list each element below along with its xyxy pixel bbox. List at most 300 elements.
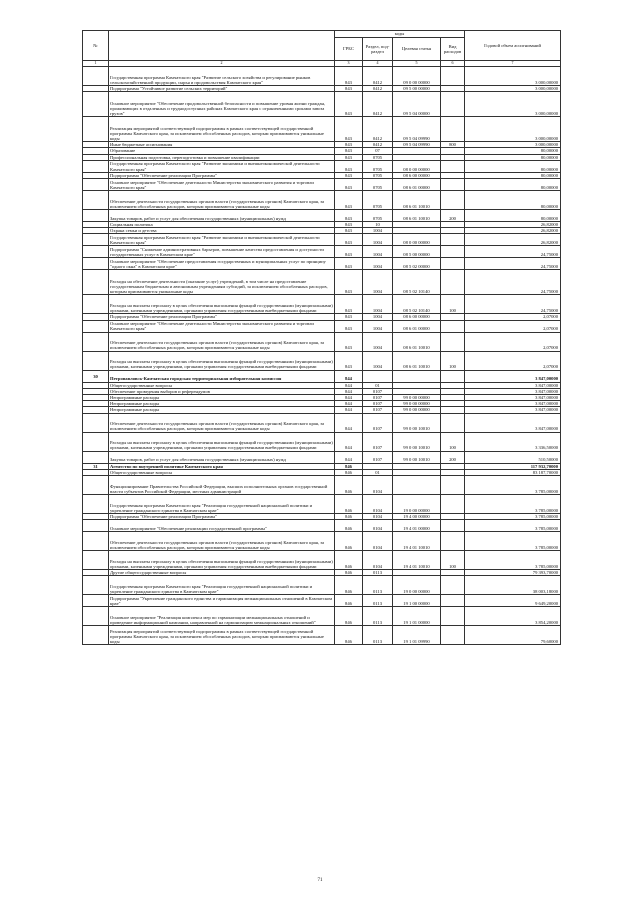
row-grbs-cell: 843 — [335, 142, 363, 148]
row-grbs-cell: 843 — [335, 154, 363, 160]
row-target-cell: 08 6 01 00000 — [393, 320, 441, 332]
row-grbs-cell: 843 — [335, 179, 363, 191]
row-number-cell — [83, 295, 109, 314]
row-grbs-cell: 843 — [335, 148, 363, 154]
row-target-cell: 08 5 02 10140 — [393, 270, 441, 295]
row-amount-cell: 2,07000 — [465, 351, 561, 370]
row-grbs-cell: 846 — [335, 595, 363, 607]
row-amount-cell: 2,07000 — [465, 320, 561, 332]
column-number: 2 — [109, 61, 335, 67]
row-section-cell: 0107 — [363, 395, 393, 401]
row-section-cell: 1004 — [363, 314, 393, 320]
row-target-cell — [393, 476, 441, 495]
row-number-cell — [83, 451, 109, 463]
row-section-cell: 0412 — [363, 142, 393, 148]
row-name-cell: Расходы на выплаты персоналу в целях обеспечения выполнения функций государственными (муниципальными) органами, казенными учреждениями, органами управления государственными внебюджетными фондами — [109, 551, 335, 570]
row-amount-cell: 24,75000 — [465, 258, 561, 270]
row-target-cell: 09 5 04 09990 — [393, 142, 441, 148]
row-target-cell: 19 4 01 00000 — [393, 520, 441, 532]
row-section-cell: 0705 — [363, 160, 393, 172]
row-name-cell: Обеспечение деятельности государственных органов власти (государственных органов) Камчатского края, за исключением обособленных расходов, которым присваиваются уникальные коды — [109, 332, 335, 351]
row-number-cell — [83, 626, 109, 645]
row-name-cell: Государственная программа Камчатского края "Развитие экономики и внешнеэкономической деятельности Камчатского края" — [109, 160, 335, 172]
table-row — [83, 246, 561, 258]
row-section-cell: 0107 — [363, 407, 393, 413]
row-number-cell — [83, 551, 109, 570]
table-row — [83, 520, 561, 532]
row-number-cell — [83, 258, 109, 270]
row-grbs-cell: 844 — [335, 388, 363, 394]
row-expense-type-cell — [441, 246, 465, 258]
row-number-cell — [83, 351, 109, 370]
row-name-cell: Подпрограмма "Укрепление гражданского единства и гармонизация межнациональных отношений в Камчатском крае" — [109, 595, 335, 607]
row-target-cell: 19 1 01 09990 — [393, 626, 441, 645]
column-number: 6 — [441, 61, 465, 67]
row-amount-cell: 24,75000 — [465, 295, 561, 314]
row-expense-type-cell — [441, 332, 465, 351]
row-expense-type-cell — [441, 160, 465, 172]
row-number-cell — [83, 246, 109, 258]
row-name-cell: Непрограммные расходы — [109, 395, 335, 401]
row-target-cell: 08 6 01 10010 — [393, 332, 441, 351]
row-amount-cell: 3 847,00000 — [465, 395, 561, 401]
row-amount-cell: 3 854,20000 — [465, 607, 561, 626]
header-name — [109, 31, 335, 61]
row-section-cell: 0705 — [363, 154, 393, 160]
row-name-cell: Иные бюджетные ассигнования — [109, 142, 335, 148]
row-amount-cell: 9 649,20000 — [465, 595, 561, 607]
row-name-cell: Закупка товаров, работ и услуг для обеспечения государственных (муниципальных) нужд — [109, 210, 335, 222]
table-row — [83, 258, 561, 270]
row-grbs-cell: 843 — [335, 191, 363, 210]
row-number-cell — [83, 160, 109, 172]
column-number: 5 — [393, 61, 441, 67]
row-name-cell: Реализация мероприятий соответствующей подпрограммы в рамках соответствующей государственной программы Камчатского края, за исключением обособленных расходов, которым присваиваются уникальные коды — [109, 626, 335, 645]
row-section-cell: 0705 — [363, 179, 393, 191]
row-amount-cell: 3 000,00000 — [465, 86, 561, 92]
table-row — [83, 476, 561, 495]
row-section-cell: 0104 — [363, 495, 393, 514]
row-expense-type-cell — [441, 179, 465, 191]
row-target-cell: 19 4 01 10010 — [393, 532, 441, 551]
row-section-cell: 0104 — [363, 532, 393, 551]
row-expense-type-cell: 100 — [441, 551, 465, 570]
row-section-cell: 0107 — [363, 413, 393, 432]
row-grbs-cell: 843 — [335, 228, 363, 234]
row-grbs-cell: 846 — [335, 532, 363, 551]
row-grbs-cell: 843 — [335, 92, 363, 117]
row-number-cell — [83, 270, 109, 295]
row-section-cell: 0412 — [363, 117, 393, 142]
row-amount-cell: 26,82000 — [465, 228, 561, 234]
row-section-cell: 0104 — [363, 476, 393, 495]
row-grbs-cell: 843 — [335, 67, 363, 86]
row-name-cell: Реализация мероприятий соответствующей подпрограммы в рамках соответствующей государственной программы Камчатского края, за исключением обособленных расходов, которым присваиваются уникальные коды — [109, 117, 335, 142]
header-row-top — [83, 31, 561, 38]
row-target-cell — [393, 370, 441, 382]
table-row — [83, 295, 561, 314]
row-name-cell: Основное мероприятие "Обеспечение деятельности Министерства экономического развития и торговли Камчатского края" — [109, 320, 335, 332]
row-expense-type-cell — [441, 258, 465, 270]
row-amount-cell: 80,00000 — [465, 210, 561, 222]
row-target-cell: 19 1 01 00000 — [393, 607, 441, 626]
row-section-cell: 1004 — [363, 320, 393, 332]
table-row — [83, 576, 561, 595]
row-grbs-cell: 844 — [335, 432, 363, 451]
row-section-cell: 0412 — [363, 67, 393, 86]
row-section-cell: 0104 — [363, 520, 393, 532]
row-name-cell: Обеспечение проведения выборов и референдумов — [109, 388, 335, 394]
row-expense-type-cell — [441, 520, 465, 532]
row-section-cell: 1004 — [363, 228, 393, 234]
row-name-cell: Подпрограмма "Обеспечение реализации Программы" — [109, 514, 335, 520]
header-codes: коды — [335, 31, 465, 38]
row-section-cell: 1004 — [363, 332, 393, 351]
row-expense-type-cell — [441, 495, 465, 514]
table-row — [83, 451, 561, 463]
row-number-cell — [83, 432, 109, 451]
row-amount-cell: 3 847,00000 — [465, 407, 561, 413]
row-number-cell — [83, 179, 109, 191]
row-target-cell: 08 0 00 00000 — [393, 160, 441, 172]
row-amount-cell: 83 187,70000 — [465, 469, 561, 475]
row-name-cell: Подпрограмма "Обеспечение реализации Программы" — [109, 314, 335, 320]
row-expense-type-cell — [441, 607, 465, 626]
row-section-cell: 0107 — [363, 388, 393, 394]
row-name-cell: Подпрограмма "Устойчивое развитие сельских территорий" — [109, 86, 335, 92]
row-grbs-cell: 843 — [335, 332, 363, 351]
row-grbs-cell: 843 — [335, 160, 363, 172]
row-target-cell: 08 0 00 00000 — [393, 234, 441, 246]
row-amount-cell: 79,60000 — [465, 626, 561, 645]
row-amount-cell: 3 847,00000 — [465, 382, 561, 388]
row-name-cell: Подпрограмма "Обеспечение реализации Программы" — [109, 172, 335, 178]
row-grbs-cell: 843 — [335, 314, 363, 320]
row-name-cell: Охрана семьи и детства — [109, 228, 335, 234]
table-row — [83, 92, 561, 117]
row-grbs-cell: 846 — [335, 514, 363, 520]
table-row — [83, 270, 561, 295]
header-expense-type: Вид расходов — [441, 38, 465, 61]
row-section-cell: 1004 — [363, 258, 393, 270]
row-target-cell: 99 0 00 10010 — [393, 432, 441, 451]
row-number-cell — [83, 520, 109, 532]
row-section-cell: 07 — [363, 148, 393, 154]
row-section-cell: 0107 — [363, 451, 393, 463]
table-row — [83, 495, 561, 514]
table-row — [83, 370, 561, 382]
row-target-cell: 99 0 00 10010 — [393, 451, 441, 463]
row-amount-cell: 2,07000 — [465, 332, 561, 351]
row-target-cell: 19 1 00 00000 — [393, 595, 441, 607]
row-name-cell: Расходы на выплаты персоналу в целях обеспечения выполнения функций государственными (муниципальными) органами, казенными учреждениями, органами управления государственными внебюджетными фондами — [109, 351, 335, 370]
row-name-cell: Основное мероприятие "Обеспечение деятельности Министерства экономического развития и торговли Камчатского края" — [109, 179, 335, 191]
row-name-cell: Агентство по внутренней политике Камчатского края — [109, 463, 335, 469]
row-grbs-cell: 844 — [335, 413, 363, 432]
row-number-cell — [83, 117, 109, 142]
row-name-cell: Обеспечение деятельности государственных органов власти (государственных органов) Камчатского края, за исключением обособленных расходов, которым присваиваются уникальные коды — [109, 532, 335, 551]
row-section-cell: 01 — [363, 382, 393, 388]
row-grbs-cell: 843 — [335, 234, 363, 246]
row-grbs-cell: 843 — [335, 258, 363, 270]
row-amount-cell: 3 847,00000 — [465, 370, 561, 382]
row-grbs-cell: 843 — [335, 295, 363, 314]
row-target-cell: 08 6 00 00000 — [393, 172, 441, 178]
row-target-cell: 08 5 02 10140 — [393, 295, 441, 314]
row-target-cell: 09 5 00 00000 — [393, 86, 441, 92]
row-name-cell: Основное мероприятие "Обеспечение реализации государственной программы" — [109, 520, 335, 532]
row-name-cell: Расходы на выплаты персоналу в целях обеспечения выполнения функций государственными (муниципальными) органами, казенными учреждениями, органами управления государственными внебюджетными фондами — [109, 432, 335, 451]
row-name-cell: Расходы на выплаты персоналу в целях обеспечения выполнения функций государственными (муниципальными) органами, казенными учреждениями, органами управления государственными внебюджетными фондами — [109, 295, 335, 314]
row-grbs-cell: 844 — [335, 407, 363, 413]
row-section-cell: 10 — [363, 222, 393, 228]
row-number-cell — [83, 191, 109, 210]
row-expense-type-cell — [441, 191, 465, 210]
table-row — [83, 595, 561, 607]
row-grbs-cell: 843 — [335, 117, 363, 142]
budget-table-body — [83, 67, 561, 645]
row-section-cell: 0113 — [363, 576, 393, 595]
row-target-cell: 08 6 01 00000 — [393, 179, 441, 191]
column-number: 1 — [83, 61, 109, 67]
row-section-cell: 0107 — [363, 432, 393, 451]
row-number-cell — [83, 92, 109, 117]
header-no: № — [83, 31, 109, 61]
row-name-cell: Государственная программа Камчатского края "Реализация государственной национальной политики и укрепление гражданского единства в Камчатском крае" — [109, 576, 335, 595]
row-target-cell: 19 4 01 10010 — [393, 551, 441, 570]
row-grbs-cell: 843 — [335, 351, 363, 370]
row-amount-cell: 24,75000 — [465, 246, 561, 258]
row-name-cell: Основное мероприятие "Реализация комплекса мер по гармонизации межнациональных отношений и проведение информационной кампании, направленной на гармонизацию межнациональных отношений" — [109, 607, 335, 626]
row-amount-cell: 3 785,00000 — [465, 495, 561, 514]
row-grbs-cell: 843 — [335, 172, 363, 178]
row-number-cell — [83, 210, 109, 222]
row-amount-cell: 3 336,50000 — [465, 432, 561, 451]
row-target-cell: 08 5 00 00000 — [393, 246, 441, 258]
row-number-cell: 31 — [83, 463, 109, 469]
row-amount-cell: 38 003,18000 — [465, 576, 561, 595]
row-target-cell: 09 5 04 00000 — [393, 92, 441, 117]
row-section-cell: 0104 — [363, 551, 393, 570]
row-name-cell: Государственная программа Камчатского края "Реализация государственной национальной политики и укрепление гражданского единства в Камчатском крае" — [109, 495, 335, 514]
table-row — [83, 532, 561, 551]
row-section-cell: 1004 — [363, 270, 393, 295]
row-amount-cell: 24,75000 — [465, 270, 561, 295]
row-target-cell: 08 6 01 10010 — [393, 351, 441, 370]
table-row — [83, 234, 561, 246]
row-amount-cell: 26,82000 — [465, 234, 561, 246]
header-target: Целевая статья — [393, 38, 441, 61]
row-name-cell: Петропавловск-Камчатская городская территориальная избирательная комиссия — [109, 370, 335, 382]
row-expense-type-cell — [441, 576, 465, 595]
row-grbs-cell: 843 — [335, 210, 363, 222]
row-number-cell — [83, 234, 109, 246]
row-amount-cell: 80,00000 — [465, 179, 561, 191]
row-target-cell: 08 5 02 00000 — [393, 258, 441, 270]
row-expense-type-cell: 100 — [441, 295, 465, 314]
row-expense-type-cell: 200 — [441, 451, 465, 463]
row-amount-cell: 3 785,00000 — [465, 532, 561, 551]
row-expense-type-cell — [441, 476, 465, 495]
row-name-cell: Образование — [109, 148, 335, 154]
row-amount-cell: 80,00000 — [465, 148, 561, 154]
row-target-cell: 08 6 00 00000 — [393, 314, 441, 320]
row-amount-cell: 3 785,00000 — [465, 551, 561, 570]
row-grbs-cell: 843 — [335, 270, 363, 295]
row-name-cell: Профессиональная подготовка, переподготовка и повышение квалификации — [109, 154, 335, 160]
row-grbs-cell: 846 — [335, 469, 363, 475]
row-target-cell: 08 6 01 10010 — [393, 191, 441, 210]
row-amount-cell: 510,50000 — [465, 451, 561, 463]
table-row — [83, 551, 561, 570]
row-name-cell: Основное мероприятие "Обеспечение предоставления государственных и муниципальных услуг по принципу "одного окна" в Камчатском крае" — [109, 258, 335, 270]
row-section-cell: 0113 — [363, 570, 393, 576]
table-row — [83, 351, 561, 370]
row-expense-type-cell — [441, 117, 465, 142]
row-grbs-cell: 843 — [335, 86, 363, 92]
row-amount-cell: 80,00000 — [465, 172, 561, 178]
table-row — [83, 179, 561, 191]
row-expense-type-cell — [441, 532, 465, 551]
row-amount-cell: 79 393,70000 — [465, 570, 561, 576]
row-amount-cell: 3 785,00000 — [465, 476, 561, 495]
row-target-cell: 09 0 00 00000 — [393, 67, 441, 86]
row-grbs-cell: 846 — [335, 495, 363, 514]
row-number-cell — [83, 332, 109, 351]
row-name-cell: Закупка товаров, работ и услуг для обеспечения государственных (муниципальных) нужд — [109, 451, 335, 463]
row-name-cell: Подпрограмма "Снижение административных барьеров, повышение качества предоставления и доступности государственных услуг в Камчатском крае" — [109, 246, 335, 258]
row-amount-cell: 26,82000 — [465, 222, 561, 228]
row-amount-cell: 80,00000 — [465, 154, 561, 160]
row-section-cell: 0412 — [363, 86, 393, 92]
row-grbs-cell: 844 — [335, 370, 363, 382]
row-number-cell — [83, 495, 109, 514]
row-expense-type-cell — [441, 413, 465, 432]
row-section-cell: 01 — [363, 469, 393, 475]
column-number: 3 — [335, 61, 363, 67]
row-expense-type-cell: 200 — [441, 210, 465, 222]
row-name-cell: Обеспечение деятельности государственных органов власти (государственных органов) Камчатского края, за исключением обособленных расходов, которым присваиваются уникальные коды — [109, 413, 335, 432]
row-name-cell: Непрограммные расходы — [109, 401, 335, 407]
page-number: 71 — [317, 878, 323, 883]
row-amount-cell: 3 847,00000 — [465, 413, 561, 432]
header-total: Годовой объем ассигнований — [465, 31, 561, 61]
budget-table-sheet — [82, 30, 560, 645]
row-name-cell: Социальная политика — [109, 222, 335, 228]
row-grbs-cell: 844 — [335, 382, 363, 388]
row-grbs-cell: 843 — [335, 246, 363, 258]
row-amount-cell: 3 847,00000 — [465, 388, 561, 394]
row-amount-cell: 3 000,00000 — [465, 142, 561, 148]
row-section-cell: 1004 — [363, 351, 393, 370]
row-amount-cell: 2,07000 — [465, 314, 561, 320]
row-amount-cell: 3 000,00000 — [465, 67, 561, 86]
row-grbs-cell: 846 — [335, 520, 363, 532]
row-grbs-cell: 846 — [335, 551, 363, 570]
row-target-cell: 99 0 00 00000 — [393, 401, 441, 407]
row-number-cell — [83, 532, 109, 551]
table-row — [83, 320, 561, 332]
row-expense-type-cell — [441, 92, 465, 117]
row-target-cell: 99 0 00 00000 — [393, 395, 441, 401]
row-target-cell: 09 5 04 09990 — [393, 117, 441, 142]
row-expense-type-cell — [441, 626, 465, 645]
row-expense-type-cell: 800 — [441, 142, 465, 148]
row-target-cell: 99 0 00 10010 — [393, 413, 441, 432]
row-amount-cell: 3 785,00000 — [465, 520, 561, 532]
row-name-cell: Обеспечение деятельности государственных органов власти (государственных органов) Камчатского края, за исключением обособленных расходов, которым присваиваются уникальные коды — [109, 191, 335, 210]
table-row — [83, 160, 561, 172]
row-name-cell: Государственная программа Камчатского края "Развитие экономики и внешнеэкономической деятельности Камчатского края" — [109, 234, 335, 246]
row-grbs-cell: 846 — [335, 607, 363, 626]
row-section-cell: 0113 — [363, 607, 393, 626]
row-expense-type-cell — [441, 595, 465, 607]
row-amount-cell: 3 847,00000 — [465, 401, 561, 407]
row-section-cell: 1004 — [363, 295, 393, 314]
column-number: 4 — [363, 61, 393, 67]
row-section-cell: 0705 — [363, 191, 393, 210]
table-row — [83, 67, 561, 86]
row-name-cell: Другие общегосударственные вопросы — [109, 570, 335, 576]
budget-allocation-table — [82, 30, 561, 645]
row-section-cell — [363, 370, 393, 382]
row-section-cell: 0113 — [363, 626, 393, 645]
row-amount-cell: 80,00000 — [465, 160, 561, 172]
row-expense-type-cell — [441, 320, 465, 332]
row-section-cell: 1004 — [363, 246, 393, 258]
table-row — [83, 210, 561, 222]
table-row — [83, 607, 561, 626]
row-name-cell: Основное мероприятие "Обеспечение продовольственной безопасности и повышение уровня жизни граждан, проживающих в отдаленных и труднодоступных районах Камчатского края с ограниченными сроками завоза грузов" — [109, 92, 335, 117]
table-row — [83, 413, 561, 432]
row-expense-type-cell — [441, 370, 465, 382]
row-target-cell: 19 0 00 00000 — [393, 495, 441, 514]
row-section-cell: 0113 — [363, 595, 393, 607]
row-section-cell: 0104 — [363, 514, 393, 520]
row-expense-type-cell — [441, 270, 465, 295]
row-expense-type-cell: 100 — [441, 432, 465, 451]
row-grbs-cell: 846 — [335, 626, 363, 645]
row-number-cell — [83, 595, 109, 607]
table-row — [83, 117, 561, 142]
row-section-cell: 0705 — [363, 210, 393, 222]
table-row — [83, 432, 561, 451]
row-name-cell: Государственная программа Камчатского края "Развитие сельского хозяйства и регулирование рынков сельскохозяйственной продукции, сырья и продовольствия Камчатского края" — [109, 67, 335, 86]
row-target-cell: 19 4 00 00000 — [393, 514, 441, 520]
row-grbs-cell: 844 — [335, 395, 363, 401]
row-grbs-cell: 846 — [335, 463, 363, 469]
header-section: Раздел, под-раздел — [363, 38, 393, 61]
row-grbs-cell: 844 — [335, 451, 363, 463]
row-amount-cell: 117 932,70000 — [465, 463, 561, 469]
table-row — [83, 332, 561, 351]
row-grbs-cell: 846 — [335, 570, 363, 576]
row-section-cell: 0107 — [363, 401, 393, 407]
row-target-cell: 19 0 00 00000 — [393, 576, 441, 595]
row-name-cell: Общегосударственные вопросы — [109, 469, 335, 475]
row-amount-cell: 3 000,00000 — [465, 92, 561, 117]
table-row — [83, 626, 561, 645]
column-number: 7 — [465, 61, 561, 67]
row-expense-type-cell — [441, 234, 465, 246]
row-section-cell: 0412 — [363, 92, 393, 117]
row-name-cell: Расходы на обеспечение деятельности (оказание услуг) учреждений, в том числе на предоставление государственным бюджетным и автономным учреждениям субсидий, за исключением обособленных расходов, которым присваиваются уникальные коды — [109, 270, 335, 295]
row-grbs-cell: 843 — [335, 320, 363, 332]
row-number-cell — [83, 476, 109, 495]
row-grbs-cell: 846 — [335, 576, 363, 595]
row-section-cell: 0705 — [363, 172, 393, 178]
row-number-cell — [83, 413, 109, 432]
